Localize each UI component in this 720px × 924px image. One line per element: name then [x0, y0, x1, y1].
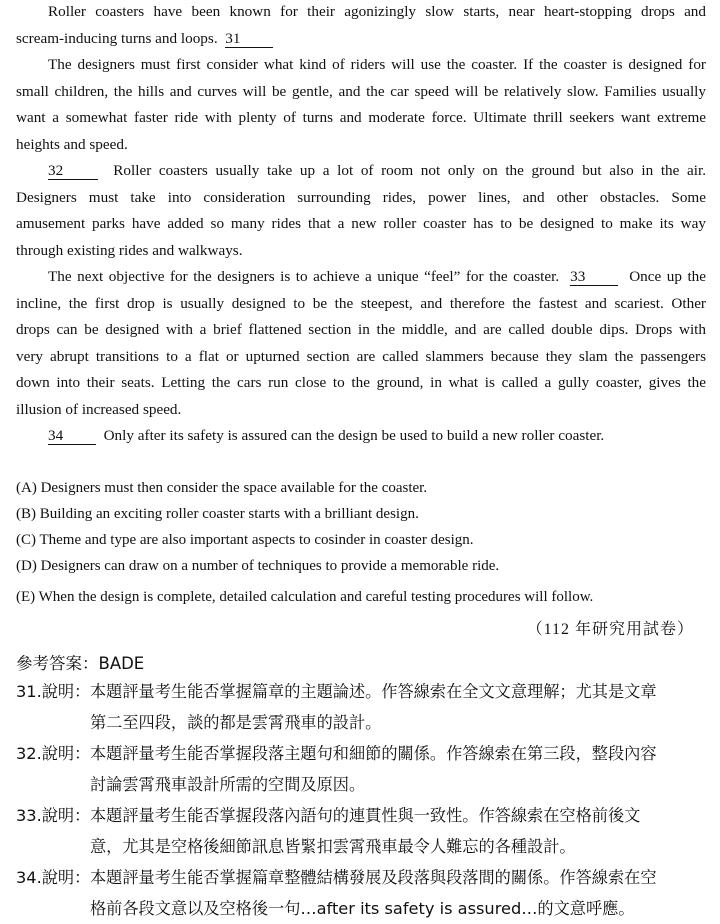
explanation-text: 本題評量考生能否掌握段落內語句的連貫性與一致性。作答線索在空格前後文	[90, 806, 641, 825]
passage-paragraph-5	[16, 423, 706, 450]
passage-line: amusement parks have added so many rides that a new roller coaster has to be designed to make its way	[16, 215, 706, 233]
blank-33: 33	[570, 268, 618, 286]
blank-32: 32	[48, 162, 98, 180]
passage-paragraph-2	[16, 52, 706, 158]
explanation-line: 意，尤其是空格後細節訊息皆緊扣雲霄飛車最令人難忘的各種設計。	[90, 837, 576, 856]
passage-paragraph-4	[16, 264, 706, 424]
explanation-33	[16, 800, 706, 862]
passage-line: Designers must take into consideration surrounding rides, power lines, and other obstacles. Some	[16, 188, 706, 206]
explanation-text: 本題評量考生能否掌握篇章的主題論述。作答線索在全文文意理解；尤其是文章	[90, 682, 657, 701]
explanation-32	[16, 738, 706, 800]
passage-paragraph-3	[16, 158, 706, 264]
explanation-line	[16, 862, 706, 893]
passage-line	[16, 26, 706, 53]
explanation-number: 33.說明：	[16, 806, 91, 825]
passage-text: Only after its safety is assured can the design be used to build a new roller coaster.	[103, 427, 605, 444]
explanation-34	[16, 862, 706, 924]
passage-line	[16, 264, 706, 291]
explanation-line	[16, 738, 706, 769]
passage-line: drops can be designed with a brief flattened section in the middle, and are called double dips. Drops with	[16, 321, 706, 339]
passage-line: through existing rides and walkways.	[16, 241, 243, 259]
passage-line: very abrupt transitions to a flat or upturned section are called slammers because they slam the passengers	[16, 347, 706, 365]
passage-line: small children, the hills and curves will be gentle, and the car speed will be relatively slow. Families usually	[16, 82, 706, 100]
passage-text: Roller coasters usually take up a lot of room not only on the ground but also in the air.	[113, 162, 707, 179]
option-e: (E) When the design is complete, detailed calculation and careful testing procedures will follow.	[16, 589, 594, 605]
option-b: (B) Building an exciting roller coaster starts with a brilliant design.	[16, 506, 419, 522]
passage-line	[16, 423, 706, 450]
explanation-text: 本題評量考生能否掌握篇章整體結構發展及段落與段落間的關係。作答線索在空	[90, 868, 657, 887]
explanation-line	[16, 800, 706, 831]
explanation-31	[16, 676, 706, 738]
passage-text: The next objective for the designers is to achieve a unique “feel” for the coaster.	[48, 268, 560, 285]
explanation-number: 34.說明：	[16, 868, 91, 887]
passage-line: Roller coasters have been known for their agonizingly slow starts, near heart-stopping drops and	[48, 3, 706, 20]
passage-line	[16, 158, 706, 185]
explanation-number: 32.說明：	[16, 744, 91, 763]
passage-line: The designers must first consider what kind of riders will use the coaster. If the coaster is designed for	[48, 56, 706, 73]
explanation-number: 31.說明：	[16, 682, 91, 701]
option-c: (C) Theme and type are also important aspects to cosinder in coaster design.	[16, 532, 474, 548]
explanation-line	[16, 676, 706, 707]
passage-line: incline, the first drop is usually designed to be the steepest, and therefore the fastest and scariest. Other	[16, 294, 706, 312]
option-a: (A) Designers must then consider the space available for the coaster.	[16, 480, 428, 496]
blank-34: 34	[48, 427, 96, 445]
answer-key: 參考答案：BADE	[16, 654, 145, 673]
passage-line: heights and speed.	[16, 135, 128, 153]
passage-text: Once up the	[629, 268, 707, 285]
explanation-line: 第二至四段，談的都是雲霄飛車的設計。	[90, 713, 382, 732]
blank-31: 31	[225, 30, 273, 48]
passage-line: illusion of increased speed.	[16, 400, 182, 418]
explanation-text: 本題評量考生能否掌握段落主題句和細節的關係。作答線索在第三段，整段內容	[90, 744, 657, 763]
exam-source: （112 年研究用試卷）	[526, 621, 694, 638]
option-d: (D) Designers can draw on a number of techniques to provide a memorable ride.	[16, 558, 500, 574]
passage-line: want a somewhat faster ride with plenty of turns and moderate force. Ultimate thrill seekers want extreme	[16, 109, 706, 127]
passage-paragraph-1	[16, 0, 706, 52]
explanation-line: 討論雲霄飛車設計所需的空間及原因。	[90, 775, 366, 794]
passage-text: scream-inducing turns and loops.	[16, 29, 218, 47]
explanation-line: 格前各段文意以及空格後一句…after its safety is assured…的文意呼應。	[90, 899, 635, 918]
passage-line: down into their seats. Letting the cars run close to the ground, in what is called a gully coaster, gives the	[16, 374, 706, 392]
